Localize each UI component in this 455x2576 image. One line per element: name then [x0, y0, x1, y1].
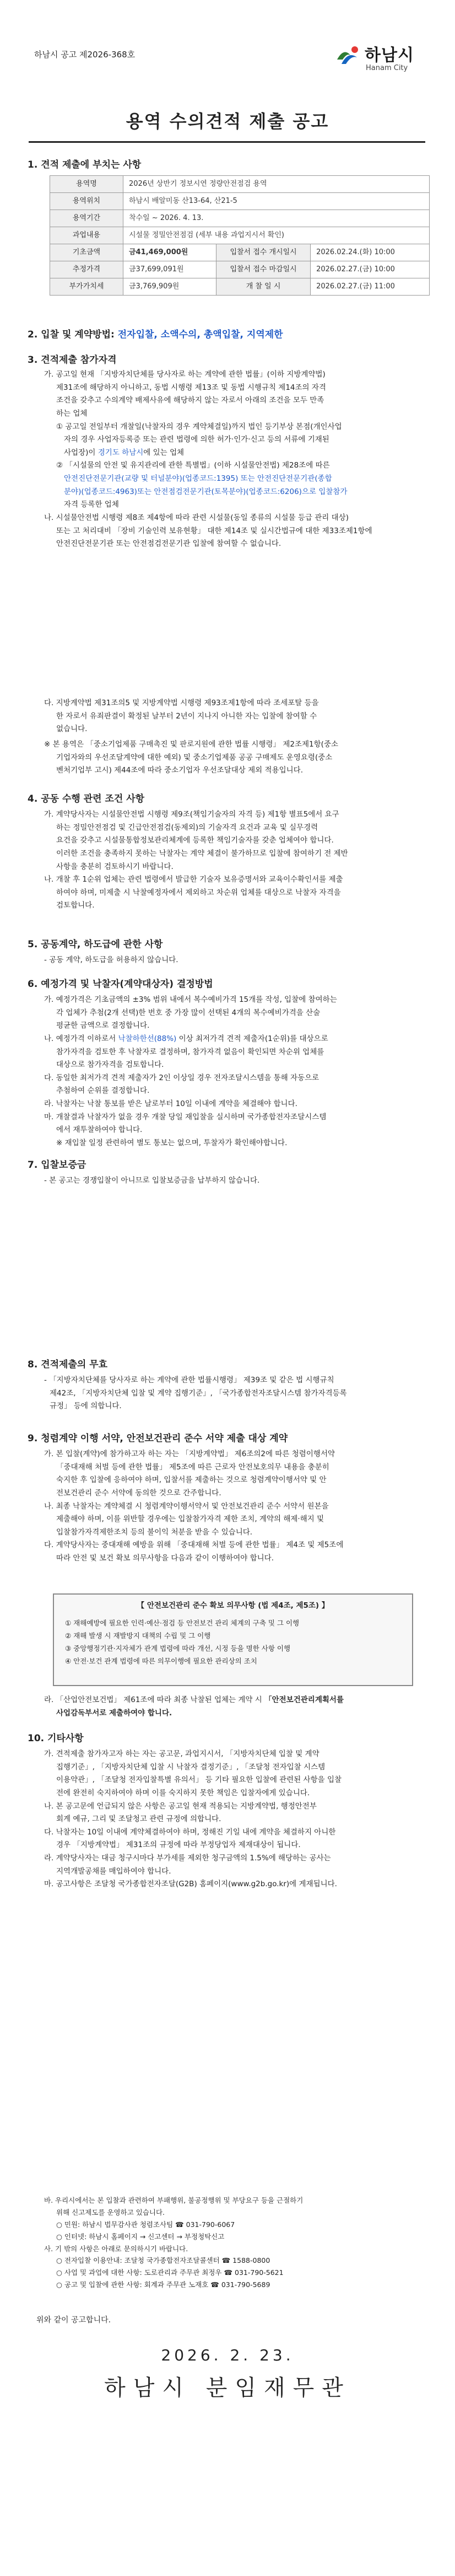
text-line: 에서 재투찰하여야 합니다.	[56, 1125, 143, 1135]
safety-duties-box	[53, 1593, 413, 1686]
table-row	[50, 261, 430, 278]
text-line: 마. 개찰결과 낙찰자가 없을 경우 개찰 당일 재입찰을 실시하며 국가종합전자조달시스템	[44, 1112, 327, 1121]
estimated-price: 금37,699,091원	[123, 261, 216, 278]
page-header	[0, 0, 455, 77]
text-fragment: 사업장)이	[64, 448, 96, 457]
section-4-body	[44, 808, 430, 913]
lower-bound-highlight: 낙찰하한선(88%)	[118, 1034, 177, 1043]
text-line: 나. 최종 낙찰자는 계약체결 시 청렴계약이행서약서 및 안전보건관리 준수 서약서 원본을	[44, 1501, 329, 1511]
section-9-heading: 9. 청렴계약 이행 서약, 안전보건관리 준수 서약 제출 대상 계약	[28, 1433, 288, 1444]
list-item: ③ 중앙행정기관·지자체가 관계 법령에 따라 개선, 시정 등을 명한 사항 이행	[65, 1644, 291, 1653]
section-6-heading: 6. 예정가격 및 낙찰자(계약대상자) 결정방법	[28, 979, 213, 990]
text-line: ○ 민원: 하남시 법무감사관 청렴조사팀 ☎ 031-790-6067	[56, 2220, 235, 2229]
section-10-heading: 10. 기타사항	[28, 1733, 84, 1744]
text-line: 「중대재해 처벌 등에 관한 법률」 제5조에 따른 근로자 안전보호의무 내용을 충분히	[56, 1462, 329, 1472]
text-line: ② 「시설물의 안전 및 유지관리에 관한 특별법」(이하 시설물안전법) 제28조에 따른	[56, 461, 330, 470]
bid-open-time: 2026.02.24.(화) 10:00	[311, 244, 430, 261]
row-label: 부가가치세	[50, 278, 123, 296]
text-line: ○ 전자입찰 이용안내: 조달청 국가종합전자조달콜센터 ☎ 1588-0800	[56, 2256, 270, 2265]
text-line: 사항을 충분히 검토하시기 바랍니다.	[56, 862, 174, 871]
text-line: 집행기준」, 「지방자치단체 입찰 시 낙찰자 결정기준」, 「조달청 전자입찰 시스템	[56, 1762, 326, 1772]
text-line: 지역개발공채를 매입하여야 합니다.	[56, 1866, 171, 1876]
section-9-body	[44, 1448, 430, 1565]
text-line: 이용약관」, 「조달청 전자입찰특별 유의서」 등 기타 필요한 입찰에 관련된 사항을 입찰	[56, 1775, 342, 1785]
text-line: 이러한 조건을 충족하지 못하는 낙찰자는 계약 체결이 불가하므로 입찰에 참여하기 전 제반	[56, 849, 348, 858]
list-item: ② 재해 발생 시 재발방지 대책의 수립 및 그 이행	[65, 1632, 211, 1640]
text-fragment: 에 있는 업체	[143, 448, 185, 457]
text-fragment: 라. 「산업안전보건법」 제61조에 따라 최종 낙찰된 업체는 계약 시	[44, 1695, 262, 1704]
section-3-heading: 3. 견적제출 참가자격	[28, 355, 117, 366]
text-line: - 「지방자치단체를 당사자로 하는 계약에 관한 법률시행령」 제39조 및 같은 법 시행규칙	[44, 1376, 334, 1384]
text-line: 다. 계약당사자는 중대재해 예방을 위해 「중대재해 처벌 등에 관한 법률」 제4조 및 제5조에	[44, 1541, 344, 1550]
text-line: 대상으로 참가자격을 검토합니다.	[56, 1060, 164, 1070]
text-line: 추첨하여 순위를 결정합니다.	[56, 1086, 150, 1096]
text-line: 검토합니다.	[56, 901, 95, 910]
text-line: 가. 공고일 현재 「지방자치단체를 당사자로 하는 계약에 관한 법률」(이하 지방계약법)	[44, 370, 326, 379]
box-title: 【 안전보건관리 준수 확보 의무사항 (법 제4조, 제5조) 】	[137, 1601, 329, 1610]
list-item: ④ 안전·보건 관계 법령에 따른 의무이행에 필요한 관리상의 조치	[65, 1657, 257, 1666]
table-row	[50, 227, 430, 244]
text-line: 하는 업체	[56, 409, 88, 418]
text-line: 따라 안전 및 보건 확보 의무사항을 다음과 같이 이행하여야 합니다.	[56, 1554, 274, 1563]
row-label: 추정가격	[50, 261, 123, 278]
row-value: 하남시 배알미동 산13-64, 산21-5	[123, 193, 430, 210]
vat-amount: 금3,769,909원	[123, 278, 216, 296]
section-2-title: 2. 입찰 및 계약방법:	[28, 329, 115, 340]
logo-subtitle: Hanam City	[366, 64, 408, 72]
text-line: 사업감독부서로 제출하여야 합니다.	[56, 1708, 172, 1718]
bid-close-time: 2026.02.27.(금) 10:00	[311, 261, 430, 278]
text-line	[44, 1033, 430, 1046]
row-label: 기초금액	[50, 244, 123, 261]
text-line: 입찰참가자격제한조치 등의 불이익 처분을 받을 수 있습니다.	[56, 1527, 253, 1537]
section-8-heading: 8. 견적제출의 무효	[28, 1359, 108, 1370]
text-line: 평균한 금액으로 결정합니다.	[56, 1021, 150, 1031]
text-line: ○ 공고 및 입찰에 관한 사항: 회계과 주무관 노재호 ☎ 031-790-5689	[56, 2280, 270, 2289]
text-line: 가. 본 입찰(계약)에 참가하고자 하는 자는 「지방계약법」 제6조의2에 따른 청렴이행서약	[44, 1450, 335, 1458]
text-line: 자의 경우 사업자등록증 또는 관련 법령에 의한 허가·인가·신고 등의 서류에 기재된	[64, 435, 329, 444]
region-highlight: 경기도 하남시	[98, 448, 144, 457]
text-line: 가. 계약당사자는 시설물안전법 시행령 제9조(책임기술자의 자격 등) 제1항 별표5에서 요구	[44, 810, 339, 819]
opening-time: 2026.02.27.(금) 11:00	[311, 278, 430, 296]
text-line: 규정」 등에 의합니다.	[50, 1402, 122, 1411]
row-label: 입찰서 접수 개시일시	[216, 244, 311, 261]
list-item: ① 재해예방에 필요한 인력·예산·점검 등 안전보건 관리 체계의 구축 및 그 이행	[65, 1619, 300, 1627]
text-line: 다. 동일한 최저가격 견적 제출자가 2인 이상일 경우 전자조달시스템을 통해 자동으로	[44, 1073, 319, 1082]
text-line: 제출해야 하며, 이를 위반할 경우에는 입찰참가자격 제한 조치, 계약의 해제·해지 및	[56, 1515, 324, 1524]
table-row	[50, 193, 430, 210]
section-5-heading: 5. 공동계약, 하도급에 관한 사항	[28, 939, 163, 950]
text-line: 안전진단전문기관 또는 안전점검전문기관 입찰에 참여할 수 없습니다.	[56, 539, 281, 549]
section-9-ra	[44, 1694, 430, 1720]
text-line: 사. 기 밖의 사항은 아래로 문의하시기 바랍니다.	[44, 2244, 188, 2253]
text-line: 요건을 갖추고 시설물통합정보관리체계에 등록한 책임기술자를 갖춘 업체여야 합니다.	[56, 836, 334, 845]
row-label: 용역기간	[50, 210, 123, 227]
text-line: 또는 고 처리대비 「장비 기술인력 보유현황」 대한 제14조 및 실시간법규에 대한 제33조제1항에	[56, 526, 372, 535]
section-10-body	[44, 1748, 430, 1891]
closing-statement: 위와 같이 공고합니다.	[36, 2316, 111, 2325]
text-line: 다. 지방계약법 제31조의5 및 지방계약법 시행령 제93조제1항에 따라 조세포탈 등을	[44, 699, 319, 707]
section-8-body	[44, 1374, 430, 1413]
notice-number: 하남시 공고 제2026-368호	[34, 50, 136, 60]
text-line: 숙지한 후 입찰에 응하여야 하며, 입찰서를 제출하는 것으로 청렴계약이행서약 및 안	[56, 1475, 327, 1485]
row-label: 개 찰 일 시	[216, 278, 311, 296]
page-title: 용역 수의견적 제출 공고	[126, 111, 329, 132]
text-fragment: 이상 최저가격 견적 제출자(1순위)를 대상으로	[178, 1034, 328, 1043]
text-line: 라. 낙찰자는 낙찰 통보를 받은 날로부터 10일 이내에 계약을 체결해야 합니다.	[44, 1099, 297, 1108]
table-row	[50, 278, 430, 296]
text-line: 가. 견적제출 참가자고자 하는 자는 공고문, 과업지시서, 「지방자치단체 입찰 및 계약	[44, 1749, 319, 1758]
section-2-heading	[28, 328, 283, 342]
text-line: 라. 계약당사자는 대금 청구시마다 부가세를 제외한 청구금액의 1.5%에 해당하는 공사는	[44, 1854, 331, 1863]
footer-contacts	[44, 2194, 430, 2291]
text-line: ※ 재입찰 일정 관련하여 별도 통보는 없으며, 투찰자가 확인해야합니다.	[56, 1138, 288, 1147]
issuing-authority: 하남시 분임재무관	[104, 2375, 351, 2401]
text-line: 회계 예규, 그리 및 조달청고 관련 규정에 의합니다.	[56, 1815, 221, 1824]
text-line: 다. 낙찰자는 10일 이내에 계약체결하여야 하며, 정해진 기일 내에 계약을 체결하지 아니한	[44, 1827, 336, 1837]
text-line: 나. 개찰 후 1순위 업체는 관련 법령에서 발급한 기술자 보유증명서와 교육이수확인서를 제출	[44, 875, 343, 884]
text-line: 하는 정밀안전점검 및 긴급안전점검(동제외)의 기술자격 요건과 교육 및 실무경력	[56, 823, 318, 832]
text-line: 전보건관리 준수 서약에 동의한 것으로 간주합니다.	[56, 1488, 221, 1498]
section-1-heading: 1. 견적 제출에 부치는 사항	[28, 159, 142, 170]
box-list	[65, 1617, 299, 1668]
text-line: 나. 시설물안전법 시행령 제8조 제4항에 따라 관련 시설물(동일 종류의 시설물 등급 관리 대상)	[44, 513, 349, 522]
row-value: 2026년 상반기 정보시연 정량안전점검 용역	[123, 176, 430, 193]
text-fragment: 나. 예정가격 이하로서	[44, 1034, 116, 1043]
text-line: 기업자와의 우선조달계약에 대한 예외) 및 중소기업제품 공공 구매제도 운영요령(중소	[56, 753, 333, 762]
text-line: ※ 본 용역은 「중소기업제품 구매촉진 및 판로지원에 관한 법률 시행령」 제2조제1항(중소	[44, 739, 339, 749]
text-line: 경우 「지방계약법」 제31조의 규정에 따라 부정당업자 제재대상이 됩니다.	[56, 1840, 301, 1850]
row-label: 용역위치	[50, 193, 123, 210]
text-line: ○ 인터넷: 하남시 홈페이지 → 신고센터 → 부정청탁신고	[56, 2232, 225, 2241]
section-4-heading: 4. 공동 수행 관련 조건 사항	[28, 793, 145, 804]
table-row	[50, 210, 430, 227]
text-fragment: 「안전보건관리계획서를	[264, 1695, 344, 1704]
text-line: 바. 우리시에서는 본 입찰과 관련하여 부패행위, 불공정행위 및 부당요구 등을 근절하기	[44, 2196, 304, 2204]
section-5-body: - 공동 계약, 하도급을 허용하지 않습니다.	[44, 956, 178, 964]
text-line: 마. 공고사항은 조달청 국가종합전자조달(G2B) 홈페이지(www.g2b.go.kr)에 게재됩니다.	[44, 1880, 337, 1889]
text-line: 한 자로서 유죄판결이 확정된 날부터 2년이 지나지 아니한 자는 입찰에 참여할 수	[56, 711, 317, 721]
text-line: ① 공고일 전일부터 개찰일(낙찰자의 경우 계약체결일)까지 법인 등기부상 본점(개인사업	[56, 422, 342, 431]
row-label: 과업내용	[50, 227, 123, 244]
bid-info-table	[50, 175, 430, 296]
text-line: 안전진단전문기관(교량 및 터널분야)(업종코드:1395) 또는 안전진단전문기관(종합	[64, 474, 332, 483]
text-line: ○ 사업 및 과업에 대한 사항: 도로관리과 주무관 최정우 ☎ 031-790-5621	[56, 2268, 284, 2277]
text-line: 가. 예정가격은 기초금액의 ±3% 범위 내에서 복수예비가격 15개를 작성, 입찰에 참여하는	[44, 995, 337, 1004]
row-value: 착수일 ~ 2026. 4. 13.	[123, 210, 430, 227]
row-label: 입찰서 접수 마감일시	[216, 261, 311, 278]
logo-name: 하남시	[365, 46, 414, 65]
text-line: 분야)(업종코드:4963)또는 안전점검전문기관(토목분야)(업종코드:6206)으로 입찰참가	[64, 487, 348, 496]
text-line: 제31조에 해당하지 아니하고, 동법 시행령 제13조 및 동법 시행규칙 제14조의 자격	[56, 383, 326, 392]
text-line: 참가자격을 검토한 후 낙찰자로 결정하며, 참가자격 없음이 확인되면 차순위 업체를	[56, 1047, 324, 1056]
section-3-body	[44, 368, 430, 551]
text-line	[44, 1694, 430, 1707]
text-line: 제42조, 「지방자치단체 입찰 및 계약 집행기준」, 「국가종합전자조달시스템 참가자격등록	[50, 1388, 347, 1398]
text-line: 각 업체가 추첨(2개 선택)한 번호 중 가장 많이 선택된 4개의 복수예비가격을 산술	[56, 1008, 321, 1017]
hanam-city-logo	[334, 41, 427, 74]
text-line: 벤처기업부 고시) 제44조에 따라 중소기업자 우선조달대상 제외 적용입니다.	[56, 766, 304, 775]
row-value: 시설물 정밀안전점검 (세부 내용 과업지시서 확인)	[123, 227, 430, 244]
text-line: 위해 신고제도를 운영하고 있습니다.	[56, 2208, 165, 2217]
text-line: 자격 등록한 업체	[64, 500, 119, 509]
hanam-logo-icon	[334, 43, 361, 71]
notice-date: 2026. 2. 23.	[161, 2346, 294, 2364]
section-6-body	[44, 994, 430, 1150]
table-row	[50, 176, 430, 193]
table-row	[50, 244, 430, 261]
section-3-continued	[44, 697, 430, 777]
text-line: 조건을 갖추고 수의계약 배제사유에 해당하지 않는 자로서 아래의 조건을 모두 만족	[56, 396, 324, 405]
text-line: 전에 완전히 숙지하여야 하며 이를 숙지하지 못한 책임은 입찰자에게 있습니다.	[56, 1788, 310, 1797]
title-divider	[29, 141, 425, 143]
section-7-body: - 본 공고는 경쟁입찰이 아니므로 입찰보증금을 납부하지 않습니다.	[44, 1176, 260, 1185]
text-line: 나. 본 공고문에 언급되지 않은 사항은 공고일 현재 적용되는 지방계약법, 행정안전부	[44, 1801, 317, 1811]
section-7-heading: 7. 입찰보증금	[28, 1160, 86, 1171]
base-amount: 금41,469,000원	[123, 244, 216, 261]
text-line	[44, 447, 430, 460]
contract-method: 전자입찰, 소액수의, 총액입찰, 지역제한	[117, 329, 283, 340]
row-label: 용역명	[50, 176, 123, 193]
text-line: 하여야 하며, 미제출 시 낙찰예정자에서 제외하고 차순위 업체를 대상으로 낙찰자 자격을	[56, 888, 341, 897]
text-line: 없습니다.	[56, 724, 88, 734]
